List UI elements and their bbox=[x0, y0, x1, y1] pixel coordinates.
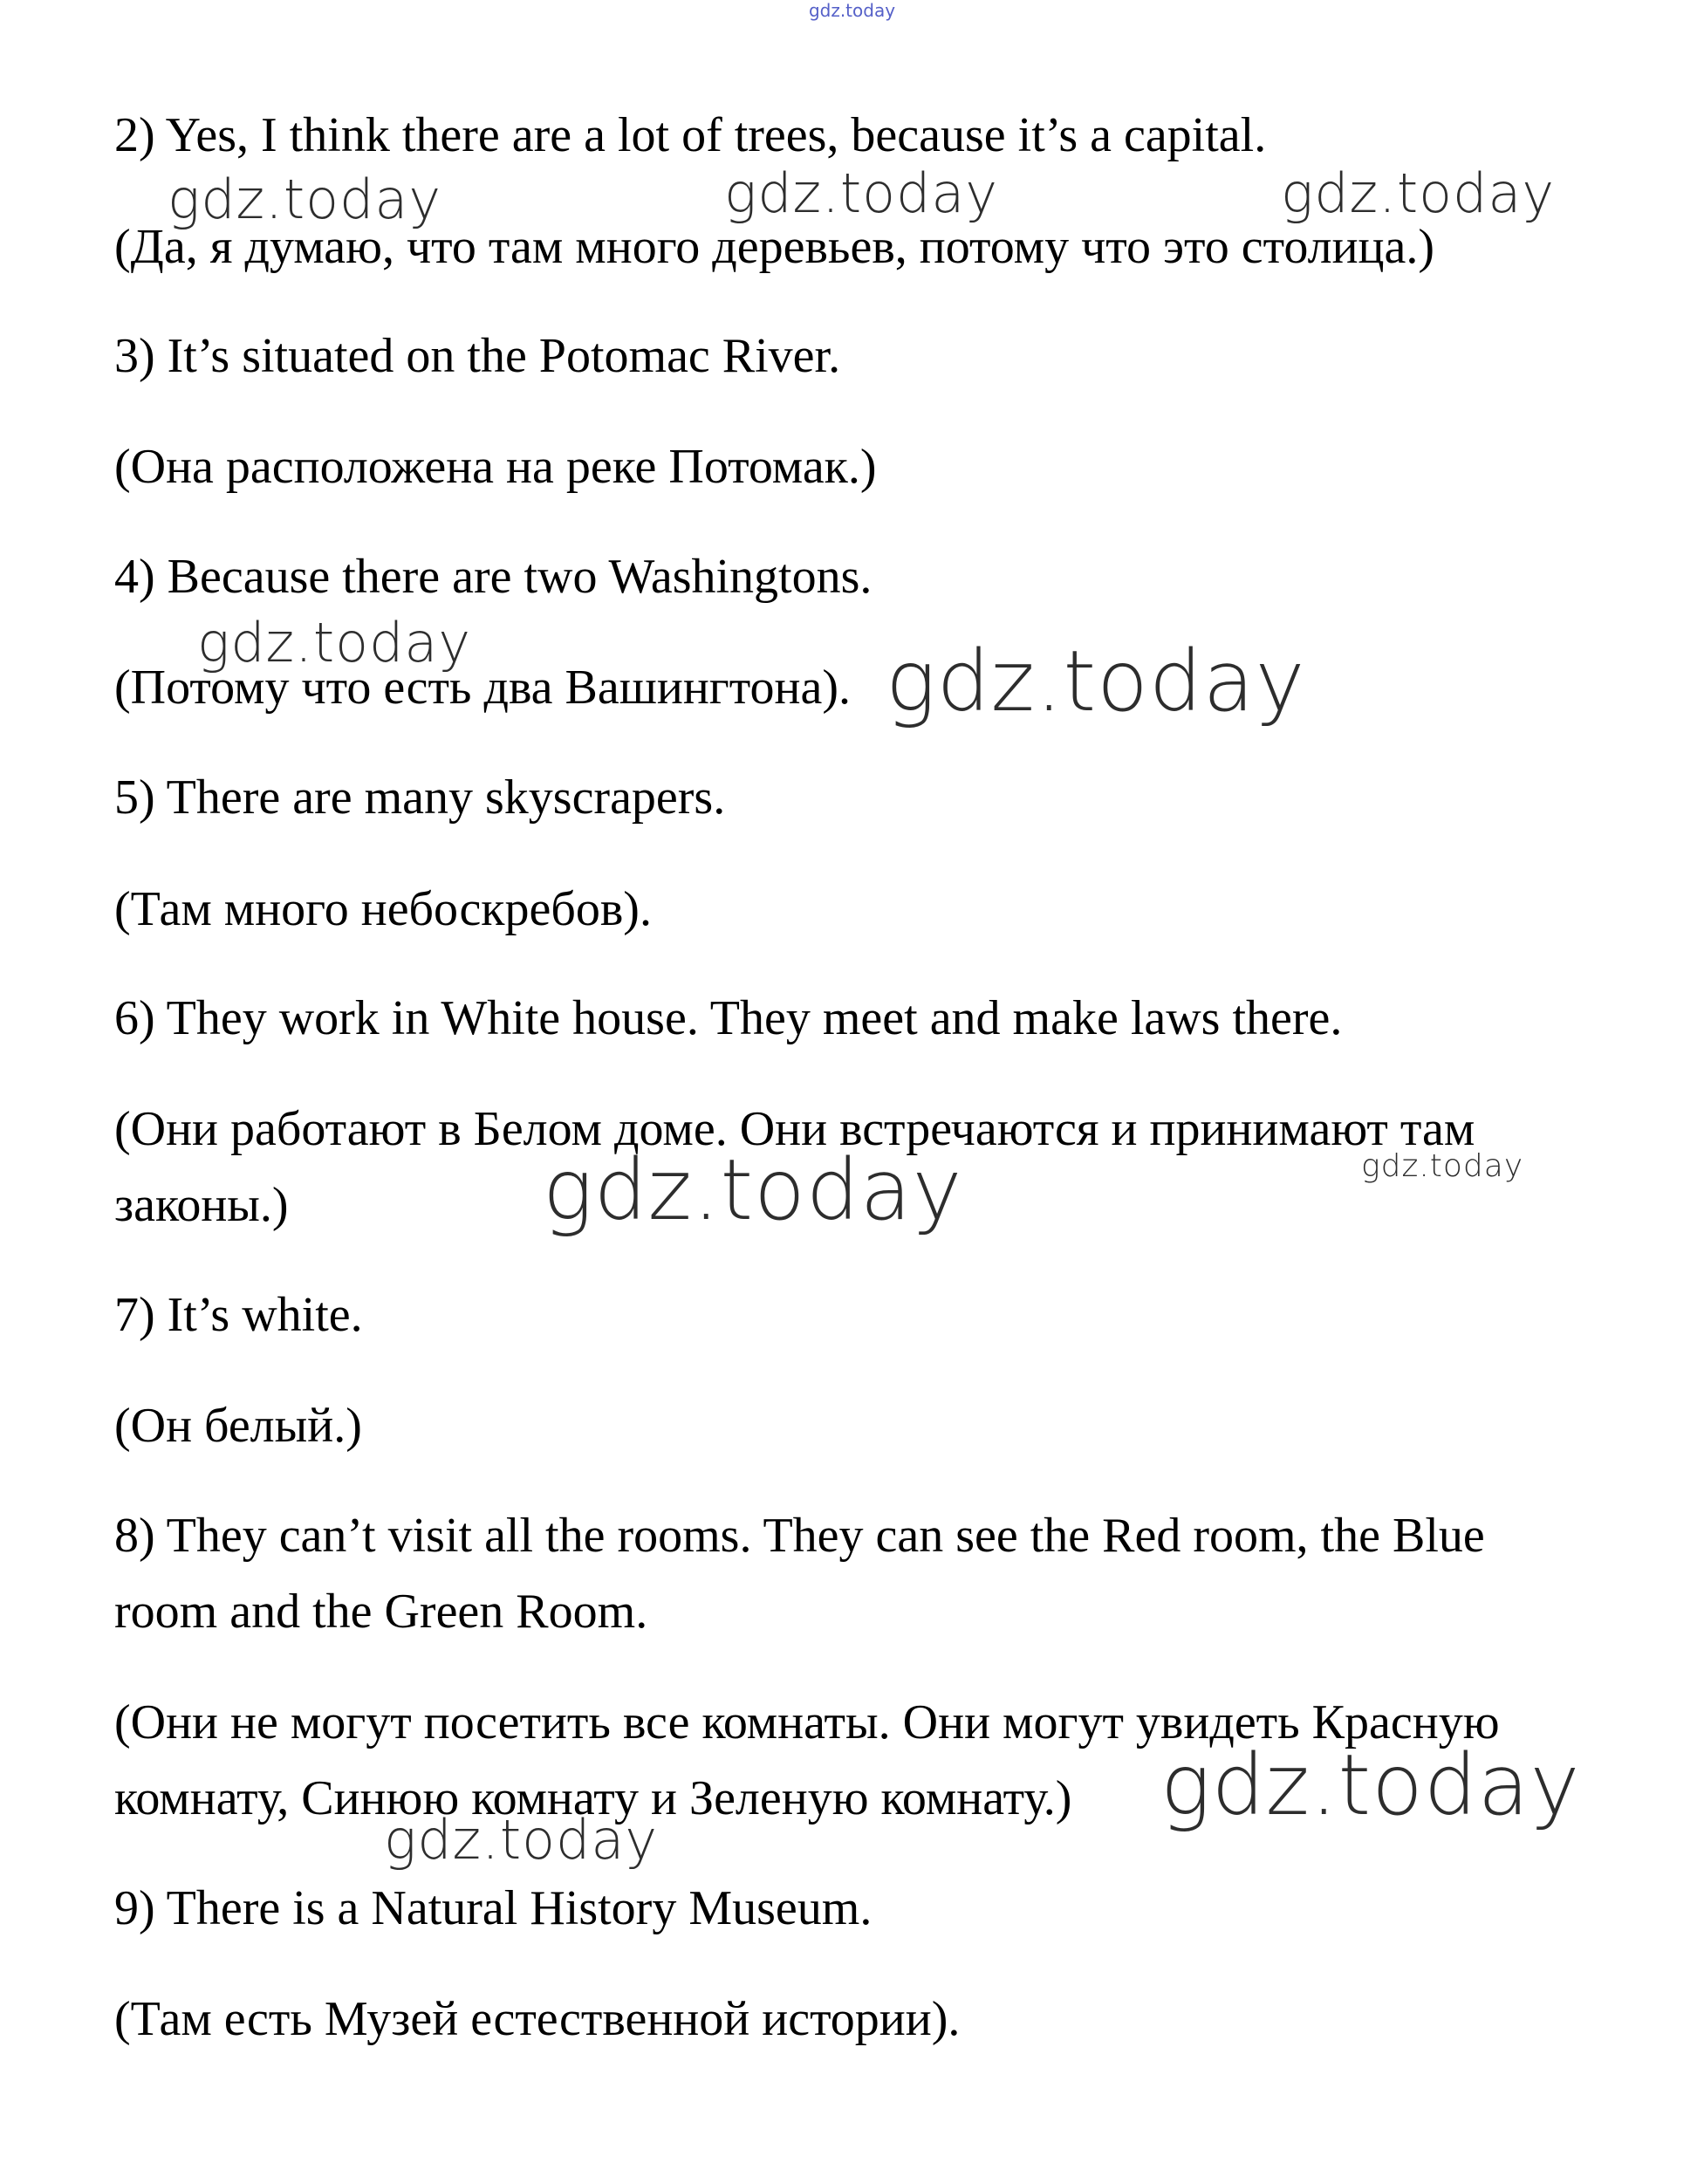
answer-7-english: 7) It’s white. bbox=[114, 1288, 363, 1342]
answer-2-russian: (Да, я думаю, что там много деревьев, потому что это столица.) bbox=[114, 220, 1435, 274]
watermark: gdz.today bbox=[543, 1141, 963, 1239]
answer-6-english: 6) They work in White house. They meet and make laws there. bbox=[114, 991, 1343, 1045]
answer-8-russian-line-1: (Они не могут посетить все комнаты. Они могут увидеть Красную bbox=[114, 1695, 1500, 1749]
watermark: gdz.today bbox=[724, 161, 999, 225]
answer-8-english-line-2: room and the Green Room. bbox=[114, 1585, 648, 1639]
answer-6-russian-line-2: законы.) bbox=[114, 1178, 289, 1232]
answer-4-russian: (Потому что есть два Вашингтона). bbox=[114, 661, 851, 715]
answer-4-english: 4) Because there are two Washingtons. bbox=[114, 550, 873, 604]
watermark: gdz.today bbox=[1281, 161, 1556, 225]
watermark: gdz.today bbox=[384, 1808, 659, 1872]
answer-5-russian: (Там много небоскребов). bbox=[114, 882, 652, 936]
watermark: gdz.today bbox=[1361, 1148, 1524, 1184]
watermark: gdz.today bbox=[168, 168, 442, 231]
answer-7-russian: (Он белый.) bbox=[114, 1399, 362, 1453]
answer-2-english: 2) Yes, I think there are a lot of trees, because it’s a capital. bbox=[114, 108, 1267, 162]
answer-5-english: 5) There are many skyscrapers. bbox=[114, 770, 726, 825]
answer-9-russian: (Там есть Музей естественной истории). bbox=[114, 1992, 961, 2046]
answer-3-english: 3) It’s situated on the Potomac River. bbox=[114, 329, 841, 383]
watermark-top: gdz.today bbox=[808, 0, 896, 21]
watermark: gdz.today bbox=[197, 611, 472, 674]
answer-9-english: 9) There is a Natural History Museum. bbox=[114, 1881, 873, 1935]
answer-6-russian-line-1: (Они работают в Белом доме. Они встречаются и принимают там bbox=[114, 1102, 1475, 1156]
answer-8-russian-line-2: комнату, Синюю комнату и Зеленую комнату.) bbox=[114, 1771, 1072, 1825]
answer-8-english-line-1: 8) They can’t visit all the rooms. They can see the Red room, the Blue bbox=[114, 1509, 1485, 1563]
answer-3-russian: (Она расположена на реке Потомак.) bbox=[114, 440, 877, 494]
watermark: gdz.today bbox=[886, 633, 1306, 730]
watermark: gdz.today bbox=[1160, 1736, 1581, 1834]
